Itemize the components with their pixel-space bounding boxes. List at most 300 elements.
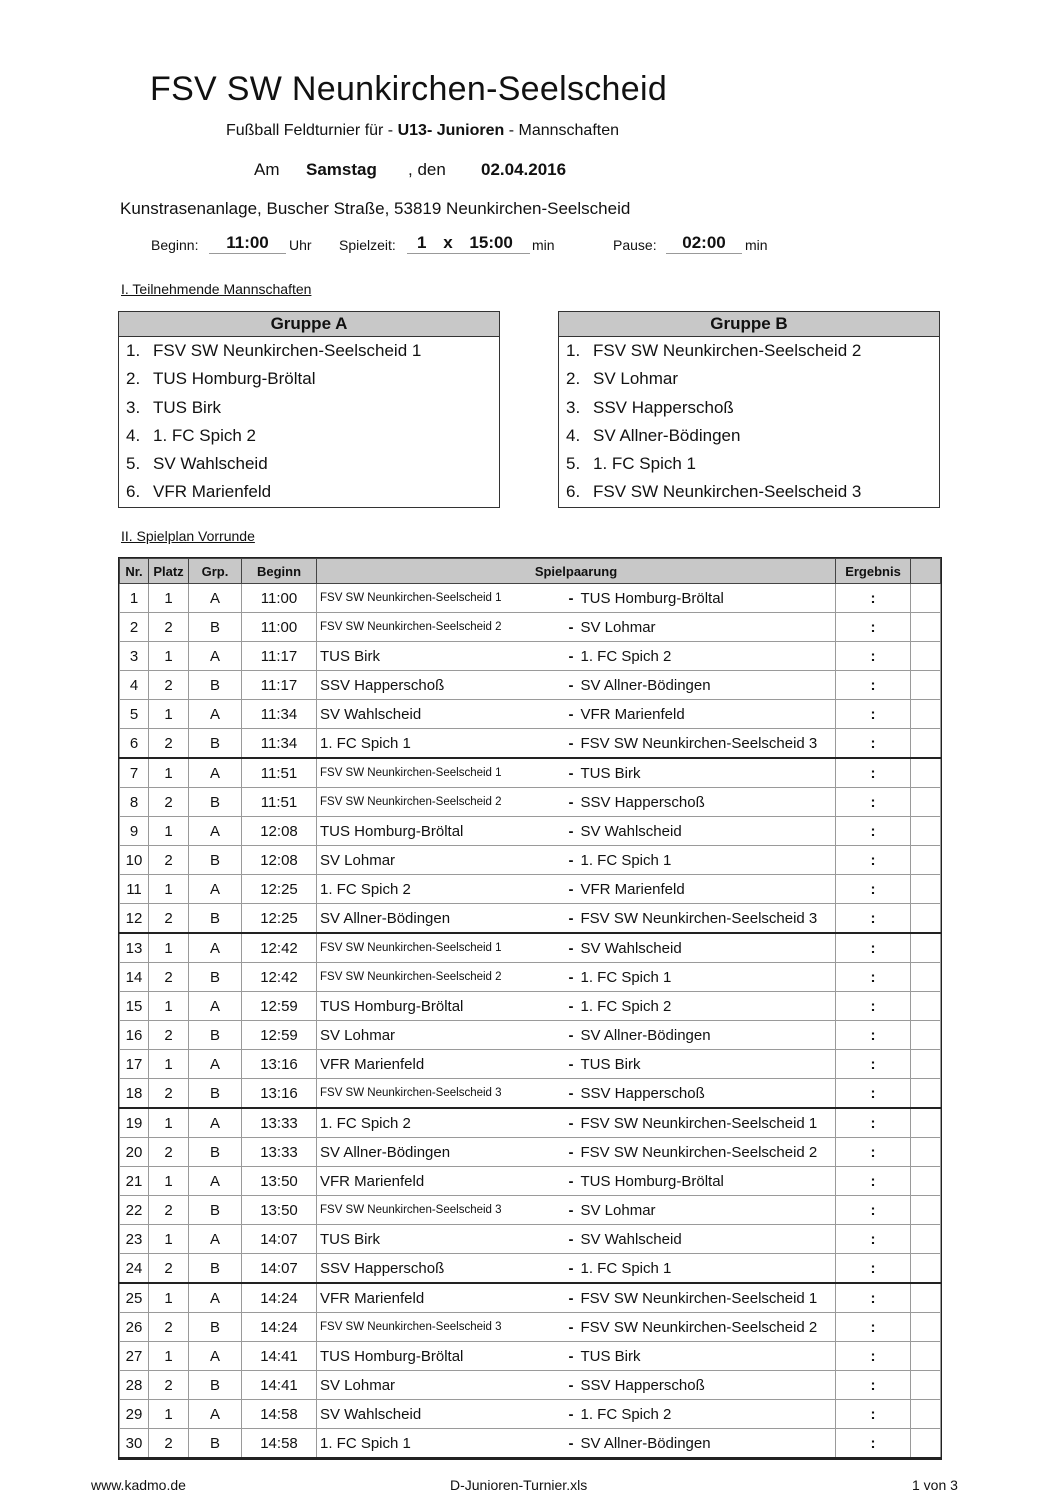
separator-cell: - — [562, 729, 576, 759]
team-rank: 1. — [566, 341, 581, 360]
nr-cell: 8 — [120, 788, 149, 817]
nr-cell: 24 — [120, 1254, 149, 1284]
grp-cell: A — [189, 1050, 242, 1079]
footer-page-number: 1 von 3 — [912, 1477, 958, 1493]
page-title: FSV SW Neunkirchen-Seelscheid — [150, 70, 668, 108]
separator-cell: - — [562, 992, 576, 1021]
platz-cell: 1 — [149, 1283, 189, 1313]
away-team-cell: FSV SW Neunkirchen-Seelscheid 2 — [576, 1138, 836, 1167]
result-cell: : — [836, 642, 911, 671]
platz-cell: 1 — [149, 584, 189, 613]
away-team-cell: SV Wahlscheid — [576, 1225, 836, 1254]
away-team-cell: TUS Homburg-Bröltal — [576, 584, 836, 613]
nr-cell: 1 — [120, 584, 149, 613]
grp-cell: A — [189, 1283, 242, 1313]
home-team-cell: VFR Marienfeld — [317, 1283, 562, 1313]
beginn-cell: 11:34 — [242, 700, 317, 729]
away-team-cell: TUS Birk — [576, 1342, 836, 1371]
separator-cell: - — [562, 1313, 576, 1342]
spielzeit-duration: 15:00 — [469, 233, 513, 252]
result-cell: : — [836, 613, 911, 642]
nr-cell: 29 — [120, 1400, 149, 1429]
result-cell: : — [836, 1079, 911, 1109]
col-nr-header: Nr. — [120, 559, 149, 584]
beginn-cell: 12:42 — [242, 963, 317, 992]
table-row — [120, 700, 941, 729]
result-cell: : — [836, 1429, 911, 1459]
table-row — [120, 817, 941, 846]
separator-cell: - — [562, 642, 576, 671]
home-team-cell: SV Allner-Bödingen — [317, 904, 562, 934]
platz-cell: 1 — [149, 992, 189, 1021]
venue: Kunstrasenanlage, Buscher Straße, 53819 Neunkirchen-Seelscheid — [120, 199, 631, 218]
team-rank: 5. — [566, 454, 581, 474]
col-grp-header: Grp. — [189, 559, 242, 584]
nr-cell: 6 — [120, 729, 149, 759]
nr-cell: 21 — [120, 1167, 149, 1196]
extra-cell — [911, 1371, 941, 1400]
team-item — [119, 365, 499, 393]
separator-cell: - — [562, 1254, 576, 1284]
grp-cell: A — [189, 1225, 242, 1254]
separator-cell: - — [562, 584, 576, 613]
team-name: SV Wahlscheid — [153, 454, 268, 474]
grp-cell: B — [189, 963, 242, 992]
separator-cell: - — [562, 1167, 576, 1196]
result-cell: : — [836, 963, 911, 992]
team-rank: 2. — [126, 369, 141, 389]
platz-cell: 2 — [149, 1371, 189, 1400]
table-row — [120, 1225, 941, 1254]
away-team-cell: FSV SW Neunkirchen-Seelscheid 3 — [576, 904, 836, 934]
beginn-cell: 14:58 — [242, 1429, 317, 1459]
footer-website: www.kadmo.de — [91, 1477, 186, 1493]
table-row — [120, 671, 941, 700]
result-cell: : — [836, 1371, 911, 1400]
table-row — [120, 1371, 941, 1400]
table-row — [120, 1283, 941, 1313]
nr-cell: 13 — [120, 933, 149, 963]
beginn-cell: 11:34 — [242, 729, 317, 759]
team-item — [559, 478, 939, 506]
table-row — [120, 963, 941, 992]
grp-cell: A — [189, 758, 242, 788]
result-cell: : — [836, 904, 911, 934]
col-extra-header — [911, 559, 941, 584]
grp-cell: A — [189, 1342, 242, 1371]
platz-cell: 1 — [149, 1050, 189, 1079]
home-team-cell: VFR Marienfeld — [317, 1167, 562, 1196]
grp-cell: B — [189, 846, 242, 875]
result-cell: : — [836, 758, 911, 788]
extra-cell — [911, 963, 941, 992]
subtitle — [0, 122, 845, 140]
col-spielpaarung-header: Spielpaarung — [317, 559, 836, 584]
table-row — [120, 1167, 941, 1196]
platz-cell: 2 — [149, 1313, 189, 1342]
platz-cell: 2 — [149, 1254, 189, 1284]
result-cell: : — [836, 817, 911, 846]
nr-cell: 26 — [120, 1313, 149, 1342]
team-rank: 3. — [126, 397, 141, 417]
platz-cell: 1 — [149, 875, 189, 904]
spielzeit-min-label: min — [532, 237, 555, 253]
beginn-cell: 12:42 — [242, 933, 317, 963]
result-cell: : — [836, 1283, 911, 1313]
team-name: FSV SW Neunkirchen-Seelscheid 3 — [593, 482, 862, 502]
separator-cell: - — [562, 671, 576, 700]
team-item — [119, 337, 499, 365]
extra-cell — [911, 1196, 941, 1225]
separator-cell: - — [562, 933, 576, 963]
team-item — [119, 422, 499, 450]
grp-cell: A — [189, 1108, 242, 1138]
team-name: FSV SW Neunkirchen-Seelscheid 1 — [153, 341, 422, 360]
result-cell: : — [836, 1050, 911, 1079]
team-rank: 1. — [126, 341, 141, 360]
team-item — [559, 365, 939, 393]
away-team-cell: SSV Happerschoß — [576, 788, 836, 817]
team-rank: 5. — [126, 454, 141, 474]
table-row — [120, 788, 941, 817]
schedule-header-row — [120, 559, 941, 584]
section-schedule: II. Spielplan Vorrunde — [121, 528, 255, 544]
beginn-cell: 11:51 — [242, 758, 317, 788]
team-name: TUS Homburg-Bröltal — [153, 369, 316, 389]
platz-cell: 2 — [149, 1021, 189, 1050]
separator-cell: - — [562, 1196, 576, 1225]
nr-cell: 12 — [120, 904, 149, 934]
table-row — [120, 1021, 941, 1050]
separator-cell: - — [562, 817, 576, 846]
away-team-cell: TUS Birk — [576, 758, 836, 788]
beginn-cell: 12:59 — [242, 992, 317, 1021]
platz-cell: 1 — [149, 1225, 189, 1254]
home-team-cell: FSV SW Neunkirchen-Seelscheid 2 — [317, 613, 562, 642]
table-row — [120, 758, 941, 788]
beginn-cell: 11:00 — [242, 613, 317, 642]
nr-cell: 27 — [120, 1342, 149, 1371]
beginn-cell: 14:41 — [242, 1342, 317, 1371]
home-team-cell: 1. FC Spich 1 — [317, 729, 562, 759]
grp-cell: A — [189, 1167, 242, 1196]
result-cell: : — [836, 1254, 911, 1284]
platz-cell: 2 — [149, 1429, 189, 1459]
schedule-table — [119, 558, 941, 1459]
result-cell: : — [836, 1021, 911, 1050]
platz-cell: 1 — [149, 1400, 189, 1429]
away-team-cell: TUS Birk — [576, 1050, 836, 1079]
table-row — [120, 846, 941, 875]
extra-cell — [911, 1079, 941, 1109]
platz-cell: 1 — [149, 1167, 189, 1196]
separator-cell: - — [562, 1371, 576, 1400]
nr-cell: 4 — [120, 671, 149, 700]
nr-cell: 23 — [120, 1225, 149, 1254]
extra-cell — [911, 700, 941, 729]
home-team-cell: FSV SW Neunkirchen-Seelscheid 1 — [317, 584, 562, 613]
grp-cell: B — [189, 1429, 242, 1459]
platz-cell: 1 — [149, 642, 189, 671]
table-row — [120, 1313, 941, 1342]
beginn-cell: 11:17 — [242, 642, 317, 671]
home-team-cell: TUS Homburg-Bröltal — [317, 817, 562, 846]
extra-cell — [911, 817, 941, 846]
extra-cell — [911, 1254, 941, 1284]
nr-cell: 17 — [120, 1050, 149, 1079]
platz-cell: 2 — [149, 671, 189, 700]
grp-cell: A — [189, 817, 242, 846]
nr-cell: 16 — [120, 1021, 149, 1050]
schedule-body — [120, 584, 941, 1459]
extra-cell — [911, 642, 941, 671]
spielzeit-x: x — [443, 233, 453, 252]
away-team-cell: SV Lohmar — [576, 1196, 836, 1225]
den-label: , den — [408, 160, 446, 179]
grp-cell: A — [189, 992, 242, 1021]
beginn-cell: 13:16 — [242, 1079, 317, 1109]
extra-cell — [911, 1225, 941, 1254]
grp-cell: A — [189, 1400, 242, 1429]
home-team-cell: FSV SW Neunkirchen-Seelscheid 3 — [317, 1313, 562, 1342]
away-team-cell: SSV Happerschoß — [576, 1371, 836, 1400]
table-row — [120, 933, 941, 963]
extra-cell — [911, 875, 941, 904]
platz-cell: 2 — [149, 729, 189, 759]
team-item — [559, 450, 939, 478]
team-item — [119, 450, 499, 478]
beginn-cell: 14:07 — [242, 1225, 317, 1254]
platz-cell: 2 — [149, 1079, 189, 1109]
home-team-cell: FSV SW Neunkirchen-Seelscheid 2 — [317, 963, 562, 992]
beginn-cell: 12:08 — [242, 817, 317, 846]
section-teams: I. Teilnehmende Mannschaften — [121, 281, 312, 297]
result-cell: : — [836, 1108, 911, 1138]
grp-cell: B — [189, 1021, 242, 1050]
beginn-cell: 14:24 — [242, 1283, 317, 1313]
result-cell: : — [836, 1138, 911, 1167]
separator-cell: - — [562, 1400, 576, 1429]
home-team-cell: 1. FC Spich 2 — [317, 875, 562, 904]
nr-cell: 30 — [120, 1429, 149, 1459]
extra-cell — [911, 584, 941, 613]
home-team-cell: 1. FC Spich 2 — [317, 1108, 562, 1138]
home-team-cell: TUS Birk — [317, 1225, 562, 1254]
separator-cell: - — [562, 1021, 576, 1050]
away-team-cell: FSV SW Neunkirchen-Seelscheid 1 — [576, 1283, 836, 1313]
table-row — [120, 1429, 941, 1459]
nr-cell: 28 — [120, 1371, 149, 1400]
home-team-cell: FSV SW Neunkirchen-Seelscheid 1 — [317, 758, 562, 788]
extra-cell — [911, 1313, 941, 1342]
result-cell: : — [836, 671, 911, 700]
team-name: FSV SW Neunkirchen-Seelscheid 2 — [593, 341, 862, 360]
beginn-cell: 12:25 — [242, 875, 317, 904]
subtitle-suffix: - Mannschaften — [508, 122, 620, 139]
beginn-cell: 13:33 — [242, 1138, 317, 1167]
extra-cell — [911, 1021, 941, 1050]
nr-cell: 7 — [120, 758, 149, 788]
extra-cell — [911, 1400, 941, 1429]
grp-cell: B — [189, 1196, 242, 1225]
home-team-cell: FSV SW Neunkirchen-Seelscheid 1 — [317, 933, 562, 963]
table-row — [120, 992, 941, 1021]
separator-cell: - — [562, 1108, 576, 1138]
beginn-cell: 14:58 — [242, 1400, 317, 1429]
col-platz-header: Platz — [149, 559, 189, 584]
result-cell: : — [836, 729, 911, 759]
separator-cell: - — [562, 613, 576, 642]
table-row — [120, 1196, 941, 1225]
away-team-cell: SV Allner-Bödingen — [576, 671, 836, 700]
team-name: VFR Marienfeld — [153, 482, 272, 502]
extra-cell — [911, 671, 941, 700]
home-team-cell: SV Lohmar — [317, 1021, 562, 1050]
beginn-cell: 11:17 — [242, 671, 317, 700]
platz-cell: 1 — [149, 1342, 189, 1371]
nr-cell: 14 — [120, 963, 149, 992]
date-value: 02.04.2016 — [481, 160, 567, 179]
table-row — [120, 1138, 941, 1167]
extra-cell — [911, 904, 941, 934]
extra-cell — [911, 1167, 941, 1196]
grp-cell: B — [189, 1079, 242, 1109]
home-team-cell: SSV Happerschoß — [317, 1254, 562, 1284]
result-cell: : — [836, 1400, 911, 1429]
group-b-list — [559, 337, 939, 507]
pause-min-label: min — [745, 237, 768, 253]
result-cell: : — [836, 992, 911, 1021]
separator-cell: - — [562, 1429, 576, 1459]
team-name: SV Allner-Bödingen — [593, 425, 741, 445]
result-cell: : — [836, 1225, 911, 1254]
platz-cell: 1 — [149, 933, 189, 963]
extra-cell — [911, 788, 941, 817]
home-team-cell: TUS Birk — [317, 642, 562, 671]
team-name: SSV Happerschoß — [593, 397, 734, 417]
beginn-cell: 12:08 — [242, 846, 317, 875]
pause-value: 02:00 — [666, 233, 742, 254]
result-cell: : — [836, 933, 911, 963]
separator-cell: - — [562, 963, 576, 992]
team-item — [559, 394, 939, 422]
extra-cell — [911, 992, 941, 1021]
extra-cell — [911, 1283, 941, 1313]
away-team-cell: TUS Homburg-Bröltal — [576, 1167, 836, 1196]
separator-cell: - — [562, 1225, 576, 1254]
grp-cell: A — [189, 700, 242, 729]
away-team-cell: FSV SW Neunkirchen-Seelscheid 1 — [576, 1108, 836, 1138]
platz-cell: 2 — [149, 846, 189, 875]
nr-cell: 25 — [120, 1283, 149, 1313]
result-cell: : — [836, 1196, 911, 1225]
table-row — [120, 1108, 941, 1138]
result-cell: : — [836, 1313, 911, 1342]
extra-cell — [911, 729, 941, 759]
grp-cell: B — [189, 1138, 242, 1167]
separator-cell: - — [562, 1342, 576, 1371]
away-team-cell: SV Allner-Bödingen — [576, 1429, 836, 1459]
nr-cell: 11 — [120, 875, 149, 904]
result-cell: : — [836, 1342, 911, 1371]
away-team-cell: FSV SW Neunkirchen-Seelscheid 2 — [576, 1313, 836, 1342]
table-row — [120, 729, 941, 759]
team-item — [119, 478, 499, 506]
beginn-cell: 14:24 — [242, 1313, 317, 1342]
table-row — [120, 904, 941, 934]
separator-cell: - — [562, 758, 576, 788]
away-team-cell: SSV Happerschoß — [576, 1079, 836, 1109]
beginn-cell: 12:59 — [242, 1021, 317, 1050]
away-team-cell: SV Wahlscheid — [576, 933, 836, 963]
footer-filename: D-Junioren-Turnier.xls — [450, 1477, 588, 1493]
team-name: 1. FC Spich 1 — [593, 454, 696, 474]
beginn-cell: 12:25 — [242, 904, 317, 934]
home-team-cell: SSV Happerschoß — [317, 671, 562, 700]
grp-cell: B — [189, 1371, 242, 1400]
team-rank: 4. — [566, 425, 581, 445]
away-team-cell: SV Allner-Bödingen — [576, 1021, 836, 1050]
team-name: 1. FC Spich 2 — [153, 425, 256, 445]
separator-cell: - — [562, 1050, 576, 1079]
extra-cell — [911, 613, 941, 642]
home-team-cell: 1. FC Spich 1 — [317, 1429, 562, 1459]
platz-cell: 2 — [149, 1138, 189, 1167]
beginn-cell: 13:33 — [242, 1108, 317, 1138]
extra-cell — [911, 1138, 941, 1167]
grp-cell: A — [189, 642, 242, 671]
home-team-cell: FSV SW Neunkirchen-Seelscheid 3 — [317, 1196, 562, 1225]
home-team-cell: SV Lohmar — [317, 1371, 562, 1400]
away-team-cell: SV Wahlscheid — [576, 817, 836, 846]
extra-cell — [911, 1429, 941, 1459]
away-team-cell: VFR Marienfeld — [576, 700, 836, 729]
beginn-cell: 13:50 — [242, 1196, 317, 1225]
spielzeit-label: Spielzeit: — [339, 237, 396, 253]
grp-cell: A — [189, 933, 242, 963]
extra-cell — [911, 758, 941, 788]
group-b-box — [558, 311, 940, 508]
beginn-label: Beginn: — [151, 237, 199, 253]
home-team-cell: SV Lohmar — [317, 846, 562, 875]
extra-cell — [911, 1050, 941, 1079]
home-team-cell: SV Wahlscheid — [317, 700, 562, 729]
team-rank: 2. — [566, 369, 581, 389]
platz-cell: 1 — [149, 817, 189, 846]
table-row — [120, 1050, 941, 1079]
nr-cell: 19 — [120, 1108, 149, 1138]
nr-cell: 5 — [120, 700, 149, 729]
home-team-cell: TUS Homburg-Bröltal — [317, 992, 562, 1021]
table-row — [120, 1342, 941, 1371]
grp-cell: A — [189, 584, 242, 613]
team-rank: 3. — [566, 397, 581, 417]
subtitle-age-group: U13- Junioren — [397, 122, 505, 139]
result-cell: : — [836, 788, 911, 817]
nr-cell: 15 — [120, 992, 149, 1021]
table-row — [120, 613, 941, 642]
team-rank: 4. — [126, 425, 141, 445]
separator-cell: - — [562, 1138, 576, 1167]
grp-cell: B — [189, 729, 242, 759]
separator-cell: - — [562, 788, 576, 817]
away-team-cell: FSV SW Neunkirchen-Seelscheid 3 — [576, 729, 836, 759]
team-rank: 6. — [566, 482, 581, 502]
team-rank: 6. — [126, 482, 141, 502]
table-row — [120, 642, 941, 671]
platz-cell: 2 — [149, 1196, 189, 1225]
away-team-cell: 1. FC Spich 1 — [576, 846, 836, 875]
